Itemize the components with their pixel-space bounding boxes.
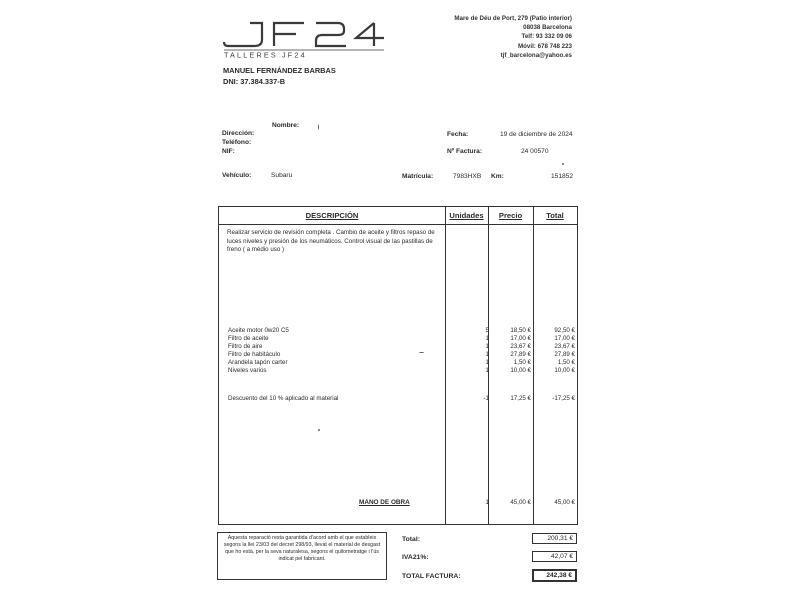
- factura-label: Nº Factura:: [447, 148, 483, 155]
- scan-speck: [419, 352, 424, 353]
- header-descripcion: DESCRIPCIÓN: [305, 211, 359, 220]
- address-line: Telf: 93 332 09 06: [521, 33, 572, 41]
- item-description: Aceite motor 0w20 C5: [228, 327, 289, 334]
- item-price: 17,00 €: [510, 335, 531, 342]
- km-label: Km:: [491, 173, 504, 180]
- km-value: 151852: [551, 173, 574, 180]
- discount-units: -1: [483, 395, 489, 402]
- total-label: Total:: [402, 536, 420, 543]
- item-units: 1: [485, 367, 489, 374]
- item-description: Filtro de aire: [228, 343, 263, 350]
- item-units: 5: [485, 327, 489, 334]
- discount-total: -17,25 €: [552, 395, 575, 402]
- factura-value: 24 00570: [521, 148, 549, 155]
- logo-subtitle: TALLERES JF24: [224, 50, 307, 58]
- item-units: 1: [485, 335, 489, 342]
- item-price: 18,50 €: [510, 327, 531, 334]
- item-price: 1,50 €: [513, 359, 531, 366]
- item-total: 92,50 €: [554, 327, 575, 334]
- discount-price: 17,25 €: [510, 395, 531, 402]
- scan-speck: [318, 429, 320, 431]
- scan-speck: [318, 124, 319, 130]
- fecha-value: 19 de diciembre de 2024: [500, 131, 573, 138]
- matricula-label: Matrícula:: [402, 173, 434, 180]
- item-description: Niveles varios: [228, 367, 267, 374]
- item-price: 10,00 €: [510, 367, 531, 374]
- column-divider: [445, 207, 446, 524]
- item-total: 27,89 €: [554, 351, 575, 358]
- item-description: Filtro de aceite: [228, 335, 269, 342]
- item-price: 23,67 €: [510, 343, 531, 350]
- item-total: 17,00 €: [554, 335, 575, 342]
- item-total: 23,67 €: [554, 343, 575, 350]
- labor-price: 45,00 €: [510, 499, 531, 506]
- total-factura-value: 242,38 €: [532, 569, 577, 582]
- item-units: 1: [485, 351, 489, 358]
- address-line: tjf_barcelona@yahoo.es: [500, 51, 572, 59]
- labor-total: 45,00 €: [554, 499, 575, 506]
- nombre-label: Nombre:: [272, 122, 300, 129]
- client-dni: DNI: 37.384.337-B: [223, 77, 286, 86]
- iva-label: IVA21%:: [402, 554, 429, 561]
- item-price: 27,89 €: [510, 351, 531, 358]
- company-address-block: [454, 14, 572, 60]
- client-name: MANUEL FERNÁNDEZ BARBAS: [223, 66, 336, 75]
- address-line: 08038 Barcelona: [523, 24, 572, 32]
- address-line: Mare de Déu de Port, 279 (Patio interior): [454, 15, 572, 22]
- item-total: 1,50 €: [557, 359, 575, 366]
- vehiculo-label: Vehículo:: [222, 172, 252, 179]
- item-description: Filtro de habitáculo: [228, 351, 281, 358]
- vehiculo-value: Subaru: [271, 172, 293, 179]
- service-description: Realizar servicio de revisión completa . Cambio de aceite y filtros repaso de luces niveles y presión de los neumáticos. Control visual de las pastillas de freno ( a médio uso ): [227, 229, 435, 254]
- telefono-label: Teléfono:: [222, 139, 252, 146]
- total-value: 200,31 €: [532, 533, 577, 544]
- header-unidades: Unidades: [449, 211, 484, 220]
- address-line: Móvil: 678 748 223: [517, 42, 572, 50]
- nif-label: NIF:: [222, 148, 235, 155]
- fecha-label: Fecha:: [447, 131, 469, 138]
- iva-value: 42,07 €: [532, 551, 577, 562]
- logo-graphic: [222, 20, 392, 58]
- item-total: 10,00 €: [554, 367, 575, 374]
- company-logo: [222, 20, 392, 58]
- item-units: 1: [485, 359, 489, 366]
- matricula-value: 7983HXB: [453, 173, 482, 180]
- column-divider: [533, 207, 534, 524]
- header-divider: [219, 224, 577, 225]
- scan-speck: [562, 163, 564, 165]
- invoice-table: [218, 206, 578, 525]
- warranty-note: Aquesta reparació resta garantida d'acord amb el que estableix segons la llei 23/03 del decret 298/93, llevat el material de desgast que ho està, per la seva naturalesa, segons el quilometratge i l'ús indicat pel fabricant.: [217, 532, 387, 580]
- labor-description: MANO DE OBRA: [359, 499, 410, 506]
- labor-units: 1: [485, 499, 489, 506]
- discount-description: Descuento del 10 % aplicado al material: [228, 395, 339, 402]
- header-precio: Precio: [498, 211, 523, 220]
- direccion-label: Dirección:: [222, 130, 255, 137]
- total-factura-label: TOTAL FACTURA:: [402, 573, 461, 580]
- item-units: 1: [485, 343, 489, 350]
- item-description: Arandela tapón carter: [228, 359, 288, 366]
- header-total: Total: [546, 211, 564, 220]
